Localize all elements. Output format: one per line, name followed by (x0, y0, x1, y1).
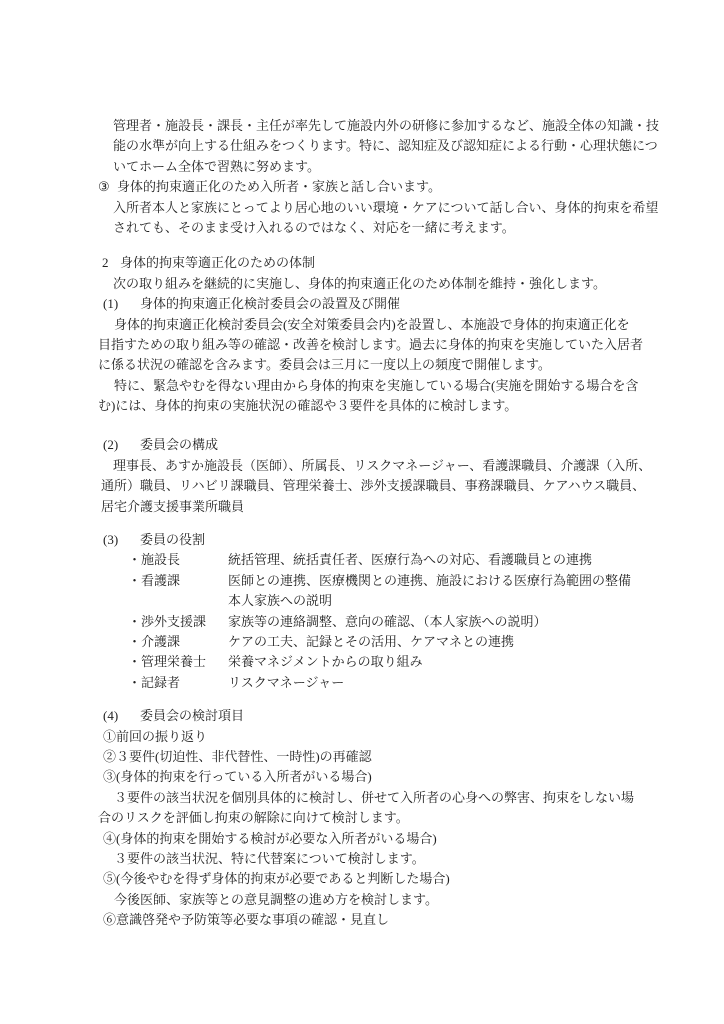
checklist-item (103, 747, 698, 767)
line-text: 特に、緊急やむを得ない理由から身体的拘束を実施している場合(実施を開始する場合を含 (114, 377, 639, 393)
line-text: 栄養マネジメントからの取り組み (228, 654, 423, 670)
line-text: 身体的拘束等適正化のための体制 (120, 255, 316, 271)
checklist-item (103, 767, 698, 787)
line-number-label: ・渉外支援課 (128, 613, 207, 629)
role-row (128, 652, 698, 672)
line-text: ⑥意識啓発や予防策等必要な事項の確認・見直し (103, 912, 390, 928)
line-text: 委員の役割 (140, 532, 206, 548)
text-line (98, 396, 698, 416)
line-text: 目指すための取り組み等の確認・改善を検討します。過去に身体的拘束を実施していた入居者 (98, 336, 643, 352)
subsection-1-heading (103, 294, 698, 314)
subsection-3-heading (103, 530, 698, 550)
line-text: む)には、身体的拘束の実施状況の確認や３要件を具体的に検討します。 (98, 398, 518, 414)
text-line (114, 788, 698, 808)
line-text: 入所者本人と家族にとってより居心地のいい環境・ケアについて話し合い、身体的拘束を希望 (113, 199, 659, 215)
line-text: ⑤(今後やむを得ず身体的拘束が必要であると判断した場合) (103, 871, 450, 887)
checklist-item (103, 829, 698, 849)
role-row-continuation (228, 591, 698, 611)
text-line (113, 198, 698, 218)
text-line (101, 476, 698, 496)
text-line (114, 315, 698, 335)
text-line (113, 157, 698, 177)
role-row (128, 612, 698, 632)
line-text: 家族等の連絡調整、意向の確認、（本人家族への説明） (228, 613, 547, 629)
line-number-label: ③ (98, 179, 110, 195)
line-number-label: ・記録者 (128, 674, 181, 690)
line-text: 居宅介護支援事業所職員 (101, 498, 245, 514)
line-text: 通所）職員、リハビリ課職員、管理栄養士、渉外支援課職員、事務課職員、ケアハウス職員、 (101, 478, 646, 494)
line-text: 身体的拘束適正化検討委員会(安全対策委員会内)を設置し、本施設で身体的拘束適正化を (114, 316, 630, 332)
checklist-item (103, 727, 698, 747)
line-text: 身体的拘束適正化のため入所者・家族と話し合います。 (117, 179, 441, 195)
line-text: ３要件の該当状況を個別具体的に検討し、併せて入所者の心身への弊害、拘束をしない場 (114, 789, 635, 805)
line-text: ①前回の振り返り (103, 728, 208, 744)
text-line (101, 497, 698, 517)
line-text: に係る状況の確認を含みます。委員会は三月に一度以上の頻度で開催します。 (98, 357, 551, 373)
line-text: 今後医師、家族等との意見調整の進め方を検討します。 (114, 891, 438, 907)
line-number-label: (1) (103, 296, 119, 312)
text-line (98, 335, 698, 355)
line-number-label: ・介護課 (128, 633, 181, 649)
line-number-label: (3) (103, 532, 119, 548)
line-text: ③(身体的拘束を行っている入所者がいる場合) (103, 769, 372, 785)
line-text: リスクマネージャー (228, 674, 345, 690)
line-text: 理事長、あすか施設長（医師）、所属長、リスクマネージャー、看護課職員、介護課（入所、 (113, 457, 652, 473)
line-text: 統括管理、統括責任者、医療行為への対応、看護職員との連携 (228, 552, 593, 568)
text-line (114, 890, 698, 910)
checklist-item (103, 910, 698, 930)
line-text: ３要件の該当状況、特に代替案について検討します。 (114, 850, 425, 866)
text-line (98, 355, 698, 375)
line-text: 次の取り組みを継続的に実施し、身体的拘束適正化のため体制を維持・強化します。 (113, 275, 606, 291)
line-text: ④(身体的拘束を開始する検討が必要な入所者がいる場合) (103, 830, 437, 846)
text-line (114, 376, 698, 396)
line-text: 委員会の構成 (140, 437, 219, 453)
role-row (128, 673, 698, 693)
role-row (128, 632, 698, 652)
text-line (113, 136, 698, 156)
line-text: 医師との連携、医療機関との連携、施設における医療行為範囲の整備 (228, 572, 632, 588)
line-text: 身体的拘束適正化検討委員会の設置及び開催 (140, 296, 401, 312)
subsection-4-heading (103, 706, 698, 726)
text-line (113, 218, 698, 238)
text-line (113, 456, 698, 476)
line-text: いてホーム全体で習熟に努めます。 (113, 158, 320, 174)
section-2-heading (102, 253, 698, 273)
text-line (113, 274, 698, 294)
text-line (114, 849, 698, 869)
line-number-label: ・施設長 (128, 552, 181, 568)
line-text: 本人家族への説明 (228, 593, 333, 609)
checklist-item (103, 869, 698, 889)
line-text: 合のリスクを評価し拘束の解除に向けて検討します。 (98, 810, 409, 826)
line-number-label: 2 (102, 255, 109, 271)
line-number-label: (2) (103, 437, 119, 453)
line-text: されても、そのまま受け入れるのではなく、対応を一緒に考えます。 (113, 219, 515, 235)
document-body (98, 116, 698, 930)
text-line (98, 808, 698, 828)
line-text: 能の水準が向上する仕組みをつくります。特に、認知症及び認知症による行動・心理状態につ (113, 138, 658, 154)
item-circle3-heading (98, 177, 698, 197)
role-row (128, 571, 698, 591)
subsection-2-heading (103, 435, 698, 455)
role-row (128, 550, 698, 570)
line-text: 委員会の検討項目 (140, 708, 245, 724)
line-number-label: ・看護課 (128, 572, 181, 588)
line-text: ケアの工夫、記録とその活用、ケアマネとの連携 (228, 633, 515, 649)
text-line (113, 116, 698, 136)
line-number-label: (4) (103, 708, 119, 724)
line-number-label: ・管理栄養士 (128, 654, 207, 670)
line-text: 管理者・施設長・課長・主任が率先して施設内外の研修に参加するなど、施設全体の知識・技 (113, 118, 660, 133)
line-text: ②３要件(切迫性、非代替性、一時性)の再確認 (103, 748, 372, 764)
